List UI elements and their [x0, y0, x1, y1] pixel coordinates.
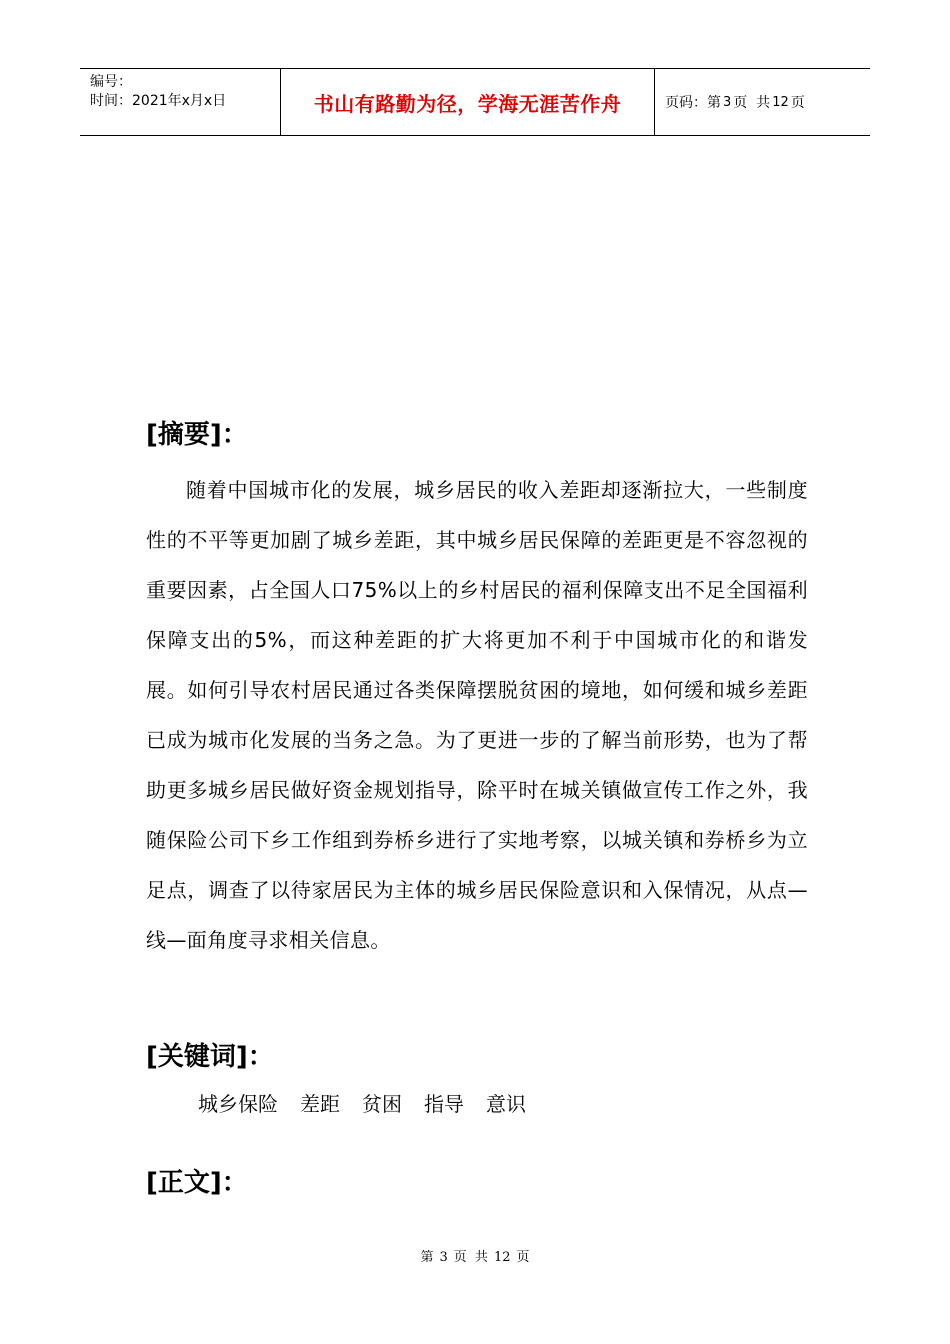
- footer-suffix: 页: [516, 1250, 530, 1265]
- header-number-label: 编号：: [90, 74, 132, 90]
- keywords-heading: [关键词]：: [146, 1042, 274, 1072]
- header-time-label: 时间：2021年x月x日: [90, 93, 227, 109]
- header-page-suffix: 页: [790, 95, 805, 111]
- header-page-mid: 页 共: [733, 95, 771, 111]
- footer-page-total: 12: [493, 1250, 511, 1265]
- header-page-cell: [655, 69, 870, 135]
- keyword-item: 城乡保险: [198, 1092, 278, 1116]
- keyword-item: 意识: [486, 1092, 526, 1116]
- keywords-list: [198, 1086, 526, 1122]
- header-page-prefix: 页码：第: [665, 95, 721, 111]
- page-footer: [0, 1246, 950, 1265]
- header-motto-cell: [281, 69, 655, 135]
- header-info-cell: [80, 69, 281, 135]
- footer-page-current: 3: [439, 1250, 448, 1265]
- keyword-item: 差距: [300, 1092, 340, 1116]
- keyword-item: 贫困: [362, 1092, 402, 1116]
- page-header-table: [80, 68, 870, 136]
- keyword-item: 指导: [424, 1092, 464, 1116]
- header-motto: 书山有路勤为径，学海无涯苦作舟: [313, 91, 622, 116]
- abstract-paragraph: 随着中国城市化的发展，城乡居民的收入差距却逐渐拉大，一些制度性的不平等更加剧了城乡差距，其中城乡居民保障的差距更是不容忽视的重要因素，占全国人口75%以上的乡村居民的福利保障支出不足全国福利保障支出的5%，而这种差距的扩大将更加不利于中国城市化的和谐发展。如何引导农村居民通过各类保障摆脱贫困的境地，如何缓和城乡差距已成为城市化发展的当务之急。为了更进一步的了解当前形势，也为了帮助更多城乡居民做好资金规划指导，除平时在城关镇做宣传工作之外，我随保险公司下乡工作组到券桥乡进行了实地考察，以城关镇和券桥乡为立足点，调查了以待家居民为主体的城乡居民保险意识和入保情况，从点—线—面角度寻求相关信息。: [146, 478, 808, 952]
- footer-prefix: 第: [420, 1250, 434, 1265]
- header-page-total: 12: [772, 94, 789, 110]
- footer-mid: 页 共: [453, 1250, 488, 1265]
- header-page-current: 3: [723, 94, 732, 110]
- body-heading: [正文]：: [146, 1168, 248, 1198]
- abstract-heading: [摘要]：: [146, 420, 248, 450]
